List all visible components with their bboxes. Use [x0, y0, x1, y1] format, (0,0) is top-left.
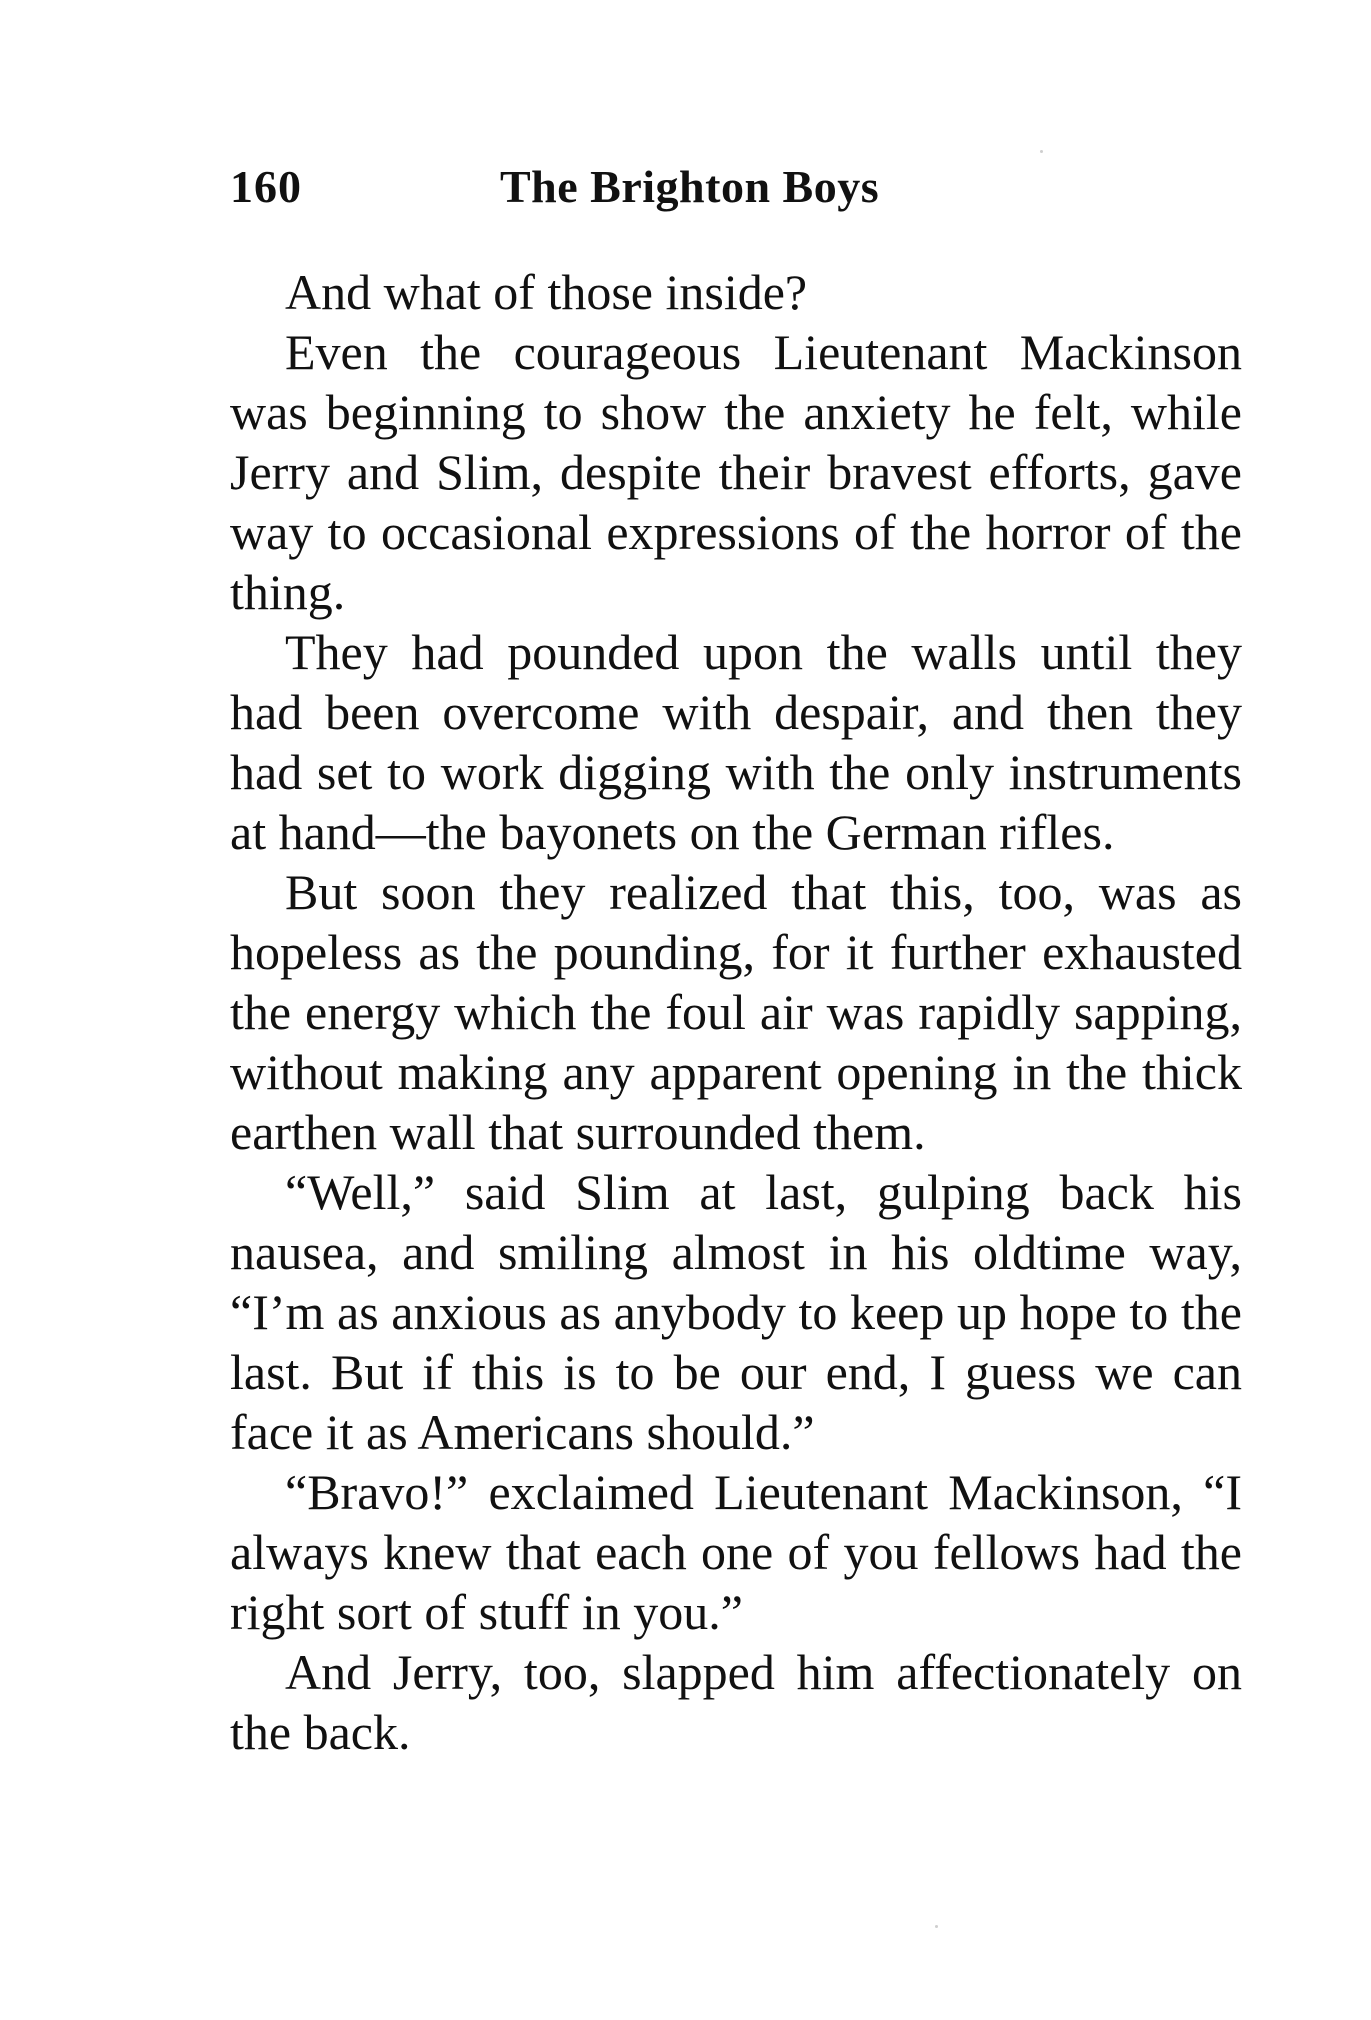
paragraph: Even the courageous Lieutenant Mackinson was beginning to show the anxiety he felt, while Jerry and Slim, despite their bravest efforts, gave way to occasional expressions of the horror of the thing. — [230, 324, 1242, 620]
paragraph: “Well,” said Slim at last, gulping back his nausea, and smiling almost in his oldtime way, “I’m as anxious as anybody to keep up hope to the last. But if this is to be our end, I guess we can face it as Americans should.” — [230, 1164, 1242, 1460]
paragraph: And Jerry, too, slapped him affectionately on the back. — [230, 1644, 1242, 1760]
paragraph: And what of those inside? — [285, 264, 808, 320]
running-title: The Brighton Boys — [500, 161, 880, 212]
paragraph: They had pounded upon the walls until they had been overcome with despair, and then they had set to work digging with the only instruments at hand—the bayonets on the German rifles. — [230, 624, 1242, 860]
paragraph: But soon they realized that this, too, was as hopeless as the pounding, for it further exhausted the energy which the foul air was rapidly sapping, without making any apparent opening in the thick earthen wall that surrounded them. — [230, 864, 1242, 1160]
page-header — [230, 160, 1230, 220]
body-text — [230, 262, 1242, 1762]
paper-speck — [935, 1925, 938, 1928]
page-number: 160 — [230, 161, 302, 212]
paragraph: “Bravo!” exclaimed Lieutenant Mackinson, “I always knew that each one of you fellows had the right sort of stuff in you.” — [230, 1464, 1242, 1640]
paper-speck — [1040, 150, 1043, 153]
